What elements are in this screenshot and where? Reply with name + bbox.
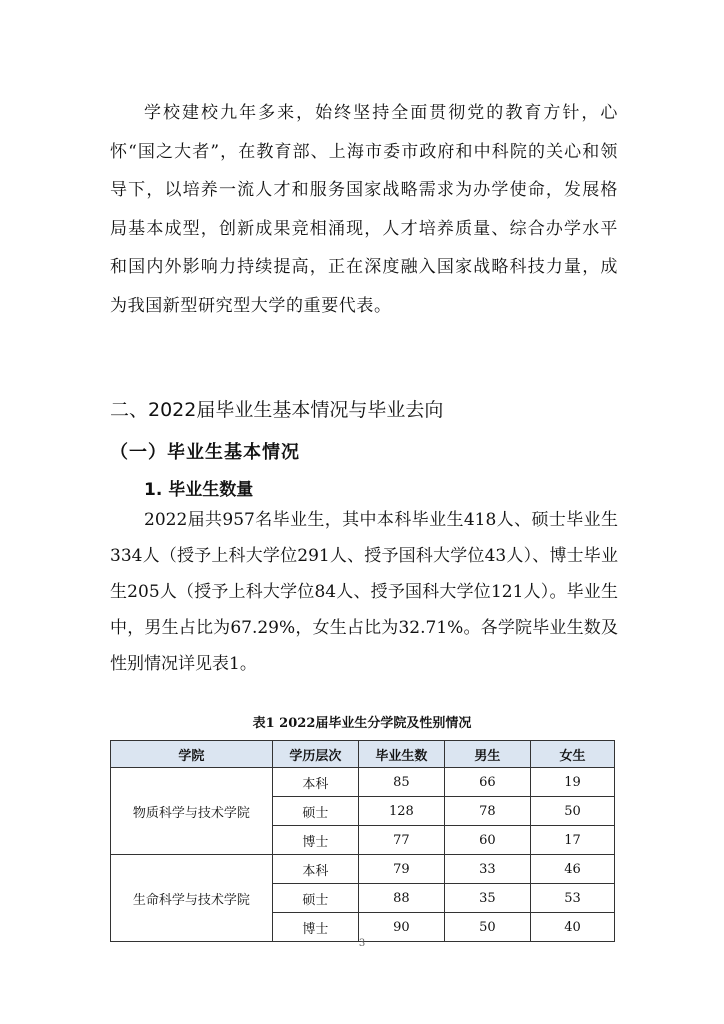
table-row <box>111 855 615 884</box>
page-number: 3 <box>358 938 366 949</box>
level-cell: 硕士 <box>272 884 358 913</box>
male-cell: 33 <box>444 855 530 884</box>
count-cell: 79 <box>358 855 444 884</box>
count-cell: 128 <box>358 797 444 826</box>
header-count: 毕业生数 <box>358 741 444 768</box>
male-cell: 78 <box>444 797 530 826</box>
college-cell: 生命科学与技术学院 <box>111 855 273 942</box>
header-level: 学历层次 <box>272 741 358 768</box>
female-cell: 53 <box>530 884 614 913</box>
header-college: 学院 <box>111 741 273 768</box>
level-cell: 硕士 <box>272 797 358 826</box>
table-row <box>111 768 615 797</box>
level-cell: 博士 <box>272 913 358 942</box>
female-cell: 19 <box>530 768 614 797</box>
count-cell: 85 <box>358 768 444 797</box>
female-cell: 40 <box>530 913 614 942</box>
table-header-row <box>111 741 615 768</box>
female-cell: 46 <box>530 855 614 884</box>
count-cell: 88 <box>358 884 444 913</box>
level-cell: 本科 <box>272 855 358 884</box>
level-cell: 博士 <box>272 826 358 855</box>
table-caption: 表1 2022届毕业生分学院及性别情况 <box>252 716 472 731</box>
female-cell: 17 <box>530 826 614 855</box>
male-cell: 66 <box>444 768 530 797</box>
graduates-table <box>110 740 615 942</box>
subsection-heading: （一）毕业生基本情况 <box>110 442 300 463</box>
body-paragraph: 2022届共957名毕业生，其中本科毕业生418人、硕士毕业生334人（授予上科大学位291人、授予国科大学位43人）、博士毕业生205人（授予上科大学位84人、授予国科大学位121人）。毕业生中，男生占比为67.29%，女生占比为32.71%。各学院毕业生数及性别情况详见表1。 <box>110 510 618 674</box>
male-cell: 35 <box>444 884 530 913</box>
male-cell: 60 <box>444 826 530 855</box>
count-cell: 90 <box>358 913 444 942</box>
header-female: 女生 <box>530 741 614 768</box>
count-cell: 77 <box>358 826 444 855</box>
subsubsection-heading: 1. 毕业生数量 <box>144 480 254 500</box>
intro-paragraph: 学校建校九年多来，始终坚持全面贯彻党的教育方针，心怀“国之大者”，在教育部、上海市委市政府和中科院的关心和领导下，以培养一流人才和服务国家战略需求为办学使命，发展格局基本成型，创新成果竞相涌现，人才培养质量、综合办学水平和国内外影响力持续提高，正在深度融入国家战略科技力量，成为我国新型研究型大学的重要代表。 <box>110 103 618 316</box>
college-cell: 物质科学与技术学院 <box>111 768 273 855</box>
header-male: 男生 <box>444 741 530 768</box>
male-cell: 50 <box>444 913 530 942</box>
section-heading: 二、2022届毕业生基本情况与毕业去向 <box>110 399 444 421</box>
level-cell: 本科 <box>272 768 358 797</box>
female-cell: 50 <box>530 797 614 826</box>
